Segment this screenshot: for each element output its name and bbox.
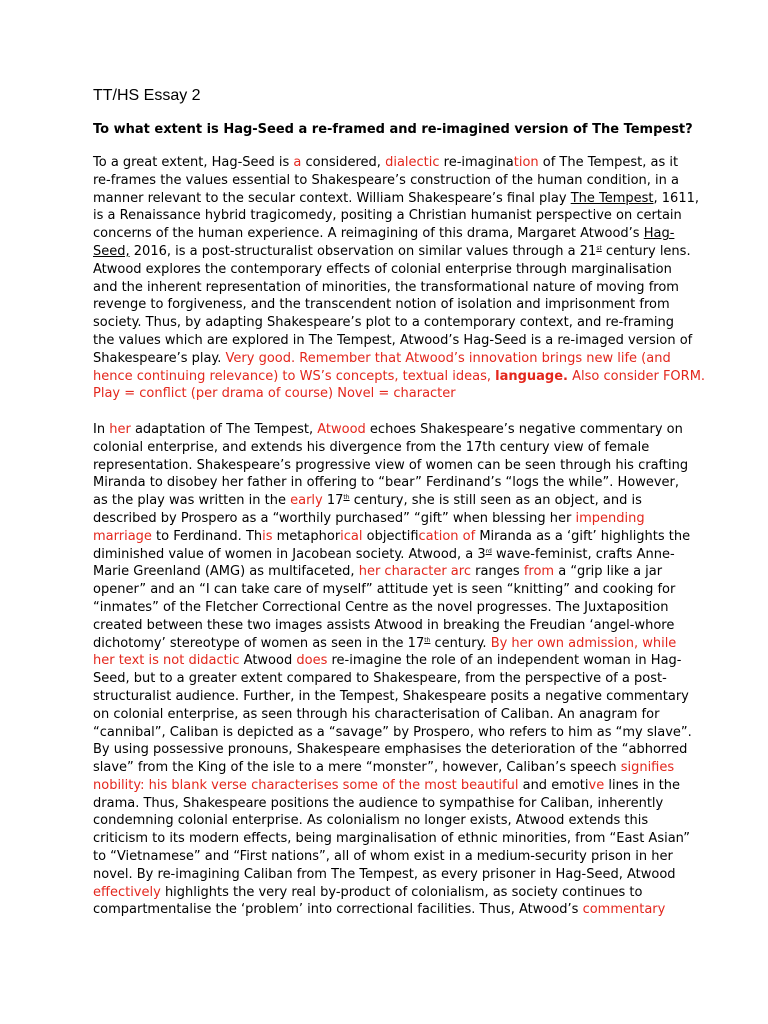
text-run: The Tempest [570, 190, 654, 206]
text-run: to “Vietnamese” and “First nations”, all of whom exist in a medium-security prison in her [93, 849, 673, 865]
text-line [93, 706, 768, 724]
text-run: Seed, [93, 243, 130, 259]
text-line [93, 279, 768, 297]
text-run: opener” and an “I can take care of myself” attitude yet is seen “knitting” and cooking for [93, 582, 676, 598]
annotation-text: dialectic [385, 155, 440, 170]
text-run: representation. Shakespeare’s progressive view of women can be seen through his crafting [93, 457, 689, 473]
text-run: “cannibal”, Caliban is depicted as a “savage” by Prospero, who refers to him as “my slave”. [93, 724, 692, 740]
text-line [93, 172, 768, 190]
text-run: drama. Thus, Shakespeare positions the audience to sympathise for Caliban, inherently [93, 795, 664, 811]
text-line [93, 777, 768, 795]
text-line [93, 225, 768, 243]
text-run: wave-feminist, crafts Anne- [491, 546, 675, 562]
text-line [93, 866, 768, 884]
text-run: and emoti [518, 777, 589, 793]
text-line [93, 457, 768, 475]
text-line [93, 492, 768, 510]
text-run: compartmentalise the ‘problem’ into correctional facilities. Thus, Atwood’s [93, 902, 583, 918]
text-run: the values which are explored in The Tempest, Atwood’s Hag-Seed is a re-imaged version of [93, 332, 693, 348]
text-line [93, 670, 768, 688]
text-run: Miranda as a ‘gift’ highlights the [475, 528, 691, 544]
text-run: century. [430, 635, 491, 651]
document-title: TT/HS Essay 2 [93, 87, 201, 104]
text-run: To a great extent, Hag-Seed is [93, 155, 294, 170]
text-line [93, 635, 768, 653]
text-run: re-imagine the role of an independent woman in Hag- [327, 653, 682, 669]
paragraph-body [93, 421, 768, 919]
annotation-text: Very good. Remember that Atwood’s innovation brings new life (and [225, 350, 671, 366]
text-line [93, 848, 768, 866]
text-run: Seed, but to a greater extent compared to Shakespeare, from the perspective of a post- [93, 671, 667, 687]
superscript: th [343, 494, 350, 502]
text-run: Atwood explores the contemporary effects of colonial enterprise through marginalisation [93, 261, 672, 277]
text-run: concerns of the human experience. A reimagining of this drama, Margaret Atwood’s [93, 226, 644, 242]
text-line [93, 154, 768, 172]
annotation-text: nobility: his blank verse characterises some of the most beautiful [93, 777, 519, 793]
text-run: is a Renaissance hybrid tragicomedy, positing a Christian humanist perspective on certain [93, 208, 682, 224]
annotation-text: By her own admission, while [490, 635, 677, 651]
paragraph-introduction [93, 154, 768, 403]
text-run: a “grip like a jar [554, 564, 663, 580]
text-line [93, 528, 768, 546]
text-line [93, 901, 768, 919]
text-run: society. Thus, by adapting Shakespeare’s plot to a contemporary context, and re-framing [93, 315, 674, 331]
annotation-text: Also consider FORM. [568, 368, 706, 384]
text-run: objectifi [362, 528, 419, 544]
text-run: Marie Greenland (AMG) as multifaceted, [93, 564, 359, 580]
superscript: st [596, 244, 602, 252]
text-line [93, 652, 768, 670]
text-run: re-frames the values essential to Shakespeare’s construction of the human condition, in a [93, 172, 679, 188]
annotation-text: her [109, 421, 131, 437]
text-run: metaphor [272, 528, 341, 544]
annotation-text: impending [575, 510, 645, 526]
text-run: century, she is still seen as an object, and is [349, 493, 642, 509]
text-run: to Ferdinand. Th [151, 528, 263, 544]
text-run: 17 [322, 493, 344, 509]
text-line [93, 546, 768, 564]
annotation-text: her character arc [358, 564, 471, 580]
text-line [93, 830, 768, 848]
text-run: “inmates” of the Fletcher Correctional Centre as the novel progresses. The Juxtaposition [93, 599, 669, 615]
text-run: , 1611, [653, 190, 699, 206]
text-line [93, 332, 768, 350]
annotation-text: signifies [620, 760, 675, 776]
text-run: condemning colonial enterprise. As colonialism no longer exists, Atwood extends this [93, 813, 649, 829]
text-line [93, 207, 768, 225]
text-line [93, 314, 768, 332]
text-run: Miranda to disobey her father in offering to “bear” Ferdinand’s “logs the while”. However, [93, 475, 680, 491]
text-run: 2016, is a post-structuralist observation on similar values through a 21 [129, 243, 597, 259]
essay-question: To what extent is Hag-Seed a re-framed and re-imagined version of The Tempest? [93, 122, 693, 137]
annotation-text: Atwood [317, 421, 366, 437]
annotation-text: commentary [582, 902, 666, 918]
text-run: described by Prospero as a “worthily purchased” “gift” when blessing her [93, 510, 576, 526]
text-line [93, 617, 768, 635]
text-line [93, 296, 768, 314]
text-run: In [93, 421, 110, 437]
superscript: th [424, 636, 431, 644]
annotation-text: tion [513, 155, 539, 170]
text-run: By using possessive pronouns, Shakespeare emphasises the deterioration of the “abhorred [93, 742, 688, 758]
text-run: considered, [301, 155, 386, 170]
annotation-text: does [296, 653, 328, 669]
text-run: manner relevant to the secular context. William Shakespeare’s final play [93, 190, 571, 206]
text-line [93, 812, 768, 830]
annotation-text: marriage [93, 528, 152, 544]
text-line [93, 385, 768, 403]
text-run: adaptation of The Tempest, [130, 421, 318, 437]
annotation-text: language. [495, 368, 568, 384]
text-line [93, 510, 768, 528]
text-line [93, 581, 768, 599]
text-line [93, 563, 768, 581]
text-line [93, 243, 768, 261]
text-run: Atwood [239, 653, 297, 669]
text-run: echoes Shakespeare’s negative commentary on [365, 421, 683, 437]
text-line [93, 421, 768, 439]
text-run: lines in the [604, 777, 681, 793]
text-run: of The Tempest, as it [538, 155, 679, 170]
text-line [93, 688, 768, 706]
superscript: rd [485, 547, 492, 555]
text-line [93, 884, 768, 902]
annotation-text: her text is not didactic [93, 653, 240, 669]
text-run: ranges [470, 564, 524, 580]
text-run: diminished value of women in Jacobean society. Atwood, a 3 [93, 546, 486, 562]
text-line [93, 350, 768, 368]
text-run: novel. By re-imagining Caliban from The Tempest, as every prisoner in Hag-Seed, Atwood [93, 866, 676, 882]
text-run: Shakespeare’s play. [93, 350, 226, 366]
text-run: revenge to forgiveness, and the transcendent notion of isolation and imprisonment from [93, 297, 670, 313]
annotation-text: a [293, 155, 302, 170]
text-line [93, 368, 768, 386]
text-run: slave” from the King of the isle to a mere “monster”, however, Caliban’s speech [93, 760, 621, 776]
text-run: highlights the very real by-product of colonialism, as society continues to [160, 884, 643, 900]
text-line [93, 261, 768, 279]
annotation-text: effectively [93, 884, 161, 900]
text-run: criticism to its modern effects, being marginalisation of ethnic minorities, from “East Asian” [93, 831, 690, 847]
annotation-text: cation of [418, 528, 476, 544]
text-line [93, 474, 768, 492]
annotation-text: ve [588, 777, 605, 793]
text-line [93, 439, 768, 457]
annotation-text: early [290, 493, 323, 509]
text-run: Hag- [643, 226, 675, 242]
text-line [93, 190, 768, 208]
text-line [93, 724, 768, 742]
text-run: dichotomy’ stereotype of women as seen in the 17 [93, 635, 425, 651]
annotation-text: from [523, 564, 555, 580]
text-run: and the inherent representation of minorities, the transformational nature of moving from [93, 279, 679, 295]
text-line [93, 741, 768, 759]
text-run: re-imagina [439, 155, 514, 170]
annotation-text: ical [340, 528, 363, 544]
text-run: as the play was written in the [93, 493, 291, 509]
text-run: on colonial enterprise, as seen through his characterisation of Caliban. An anagram for [93, 706, 660, 722]
text-run: structuralist audience. Further, in the Tempest, Shakespeare posits a negative commentary [93, 688, 689, 704]
text-run: colonial enterprise, and extends his divergence from the 17th century view of female [93, 439, 650, 455]
text-run: created between these two images assists Atwood in breaking the Freudian ‘angel-whore [93, 617, 675, 633]
text-line [93, 795, 768, 813]
annotation-text: Play = conflict (per drama of course) Novel = character [93, 386, 456, 402]
text-run: century lens. [601, 243, 691, 259]
text-line [93, 759, 768, 777]
annotation-text: hence continuing relevance) to WS’s concepts, textual ideas, [93, 368, 496, 384]
annotation-text: is [262, 528, 273, 544]
text-line [93, 599, 768, 617]
